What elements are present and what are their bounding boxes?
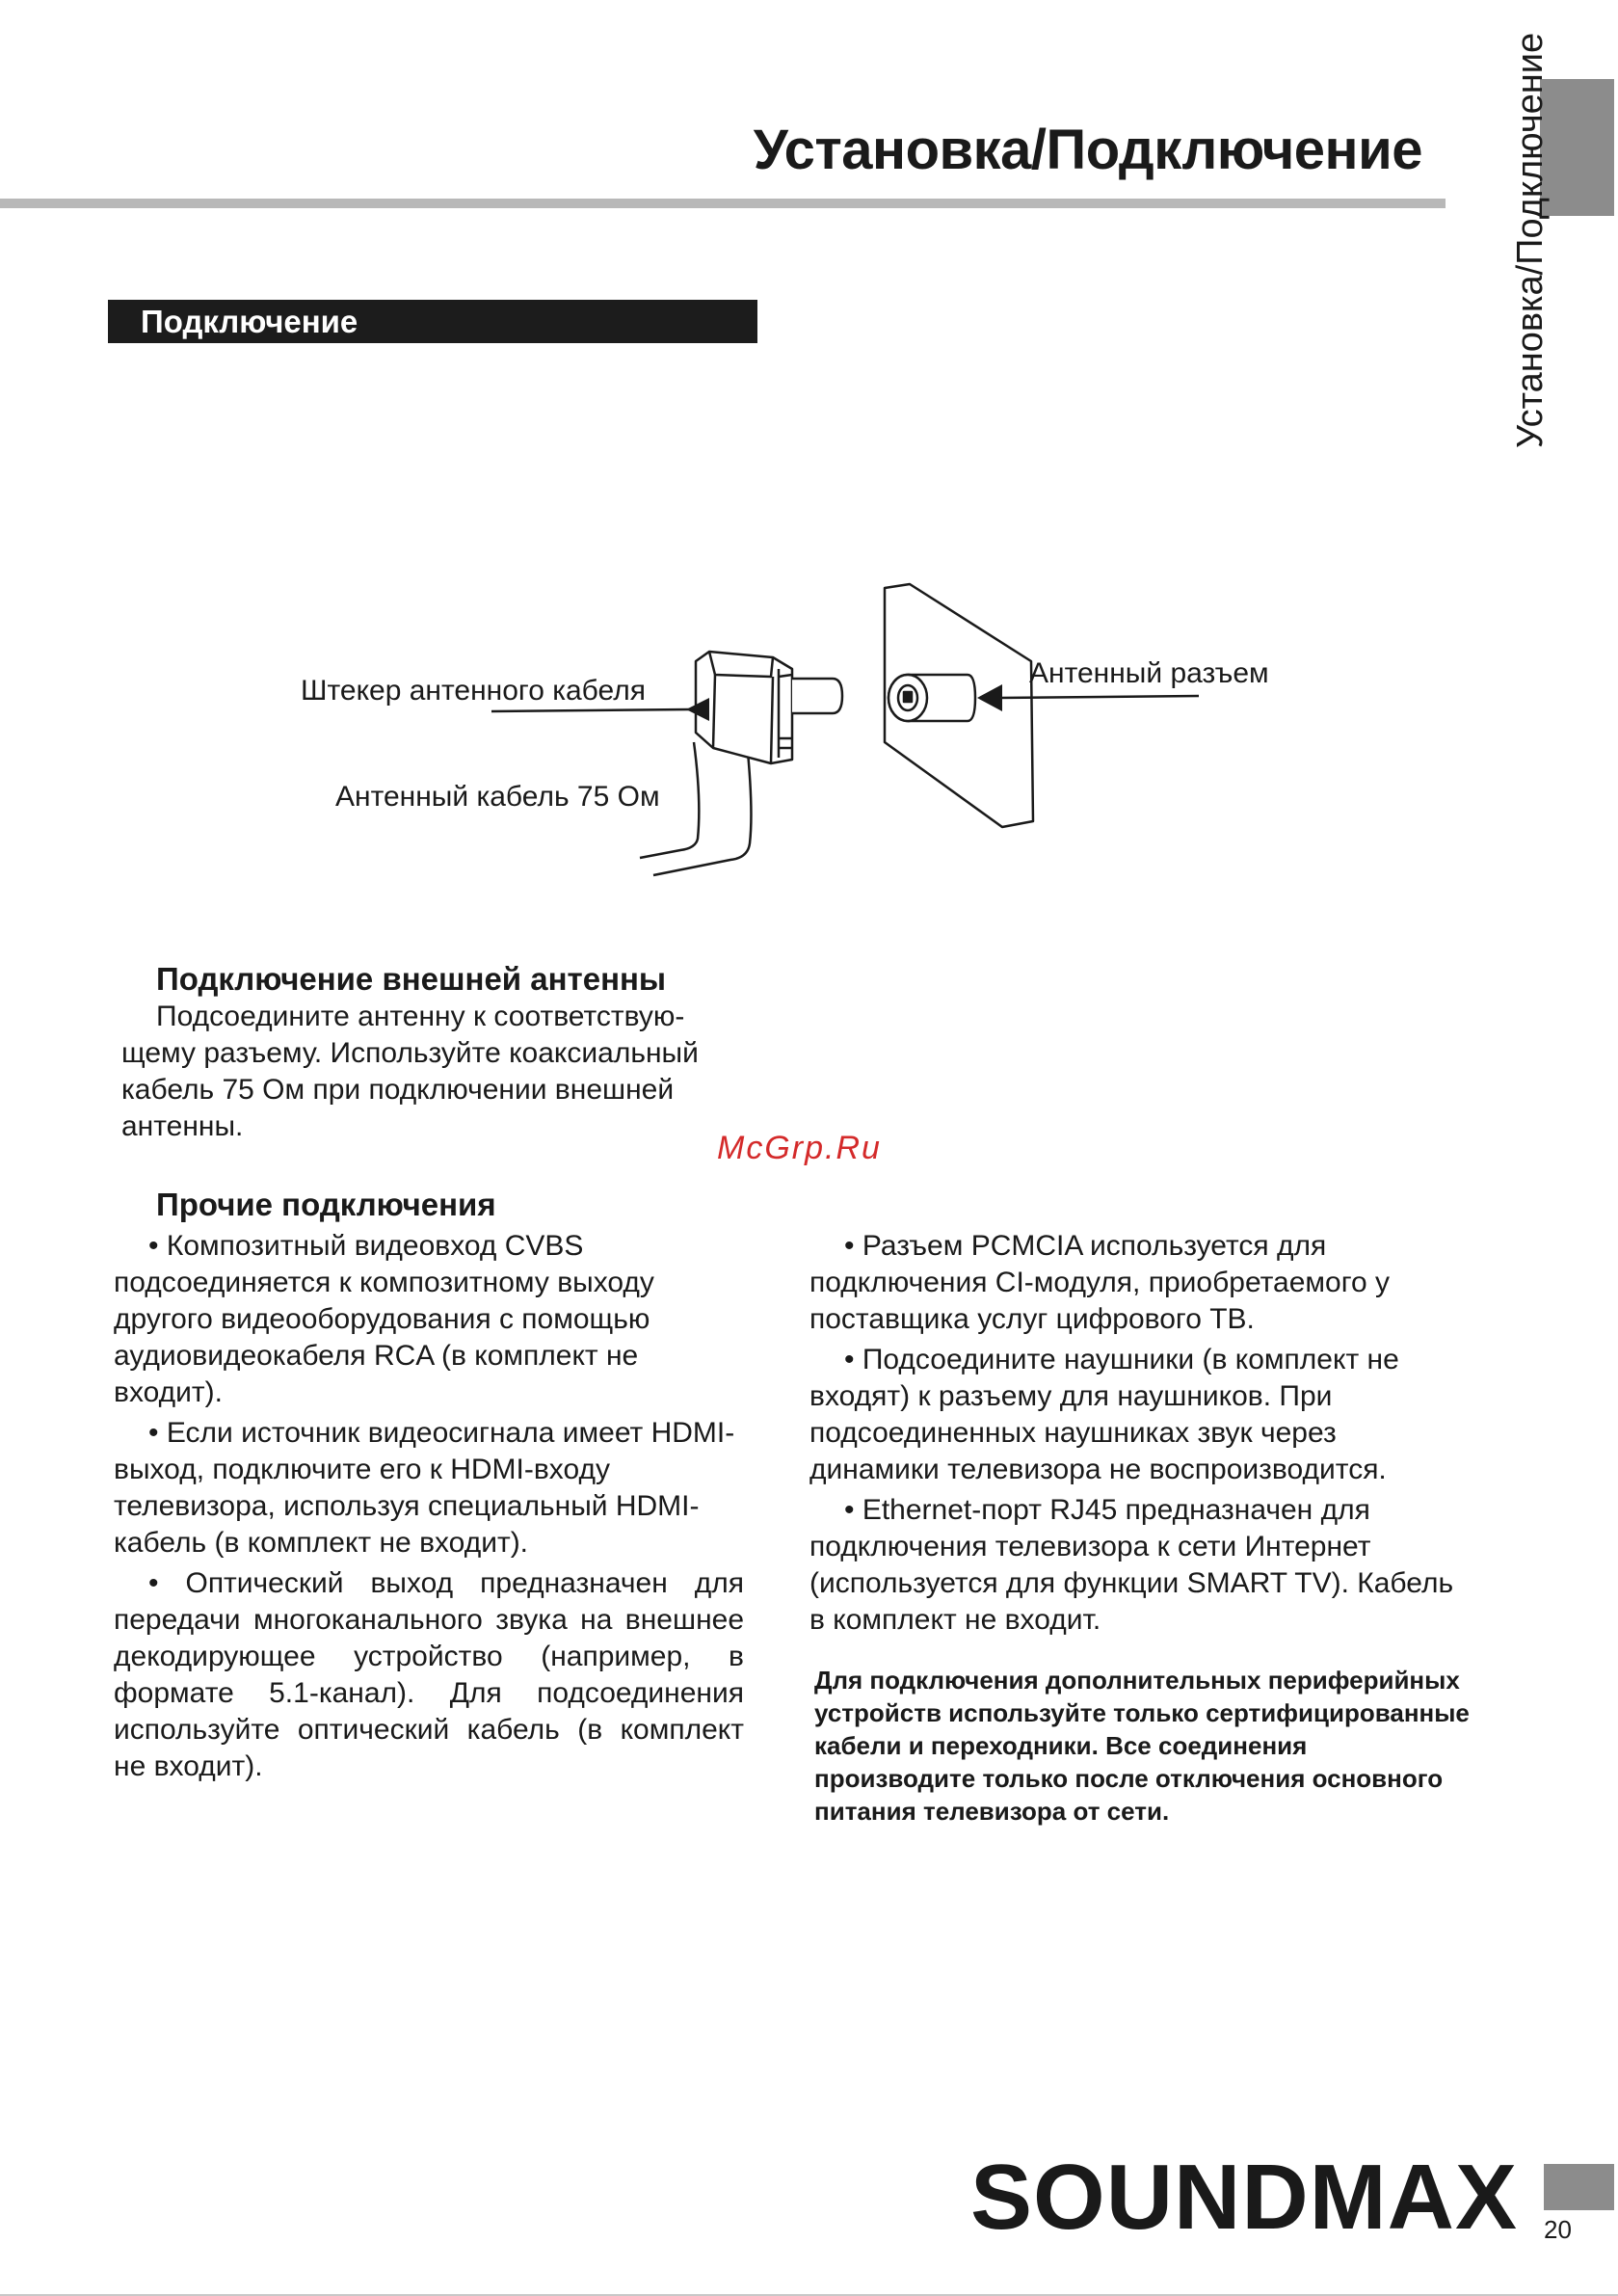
watermark: McGrp.Ru xyxy=(717,1130,882,1166)
cable-label: Антенный кабель 75 Ом xyxy=(335,781,660,813)
page-title: Установка/Подключение xyxy=(753,119,1422,181)
right-column xyxy=(809,1228,1455,1642)
bullet-headphones: • Подсоедините наушники (в комплект не входят) к разъему для наушников. При подсоединенных наушниках звук через динамики телевизора не воспроизводится. xyxy=(809,1344,1399,1485)
plug-leader xyxy=(491,709,690,711)
other-connections-heading: Прочие подключения xyxy=(156,1187,496,1222)
brand-logo: SOUNDMAX xyxy=(969,2146,1518,2249)
cable-line-inner xyxy=(653,742,751,875)
side-tab-label: Установка/Подключение xyxy=(1510,32,1551,448)
external-antenna-text: Подсоедините антенну к соответствую-щему разъему. Используйте коаксиальный кабель 75 Ом при подключении внешней антенны. xyxy=(121,1001,699,1142)
page-number: 20 xyxy=(1544,2215,1572,2244)
socket-label: Антенный разъем xyxy=(1029,657,1269,689)
safety-note: Для подключения дополнительных периферийных устройств используйте только сертифицированные кабели и переходники. Все соединения производите только после отключения основного питания телевизора от сети. xyxy=(814,1666,1470,1826)
left-column xyxy=(114,1228,744,1789)
bullet-pcmcia: • Разъем PCMCIA используется для подключения CI-модуля, приобретаемого у поставщика услуг цифрового ТВ. xyxy=(809,1230,1391,1335)
external-antenna-heading: Подключение внешней антенны xyxy=(156,961,667,997)
title-rule xyxy=(0,199,1446,208)
section-title-bar: Подключение xyxy=(108,300,757,343)
plug-label: Штекер антенного кабеля xyxy=(301,675,646,707)
bullet-cvbs: • Композитный видеовход CVBS подсоединяется к композитному выходу другого видеооборудования с помощью аудиовидеокабеля RCA (в комплект не входит). xyxy=(114,1230,654,1408)
bullet-optical: • Оптический выход предназначен для передачи многоканального звука на внешнее декодирующее устройство (например, в формате 5.1-канал). Для подсоединения используйте оптический кабель (в комплект не входит). xyxy=(114,1567,744,1782)
page-number-block xyxy=(1544,2164,1614,2210)
antenna-diagram-svg xyxy=(0,569,1349,887)
plug-pin xyxy=(792,679,842,713)
bullet-hdmi: • Если источник видеосигнала имеет HDMI-выход, подключите его к HDMI-входу телевизора, используя специальный HDMI-кабель (в комплект не входит). xyxy=(114,1417,735,1559)
bullet-ethernet: • Ethernet-порт RJ45 предназначен для подключения телевизора к сети Интернет (используется для функции SMART TV). Кабель в комплект не входит. xyxy=(809,1494,1454,1636)
antenna-connection-diagram xyxy=(0,569,1349,887)
